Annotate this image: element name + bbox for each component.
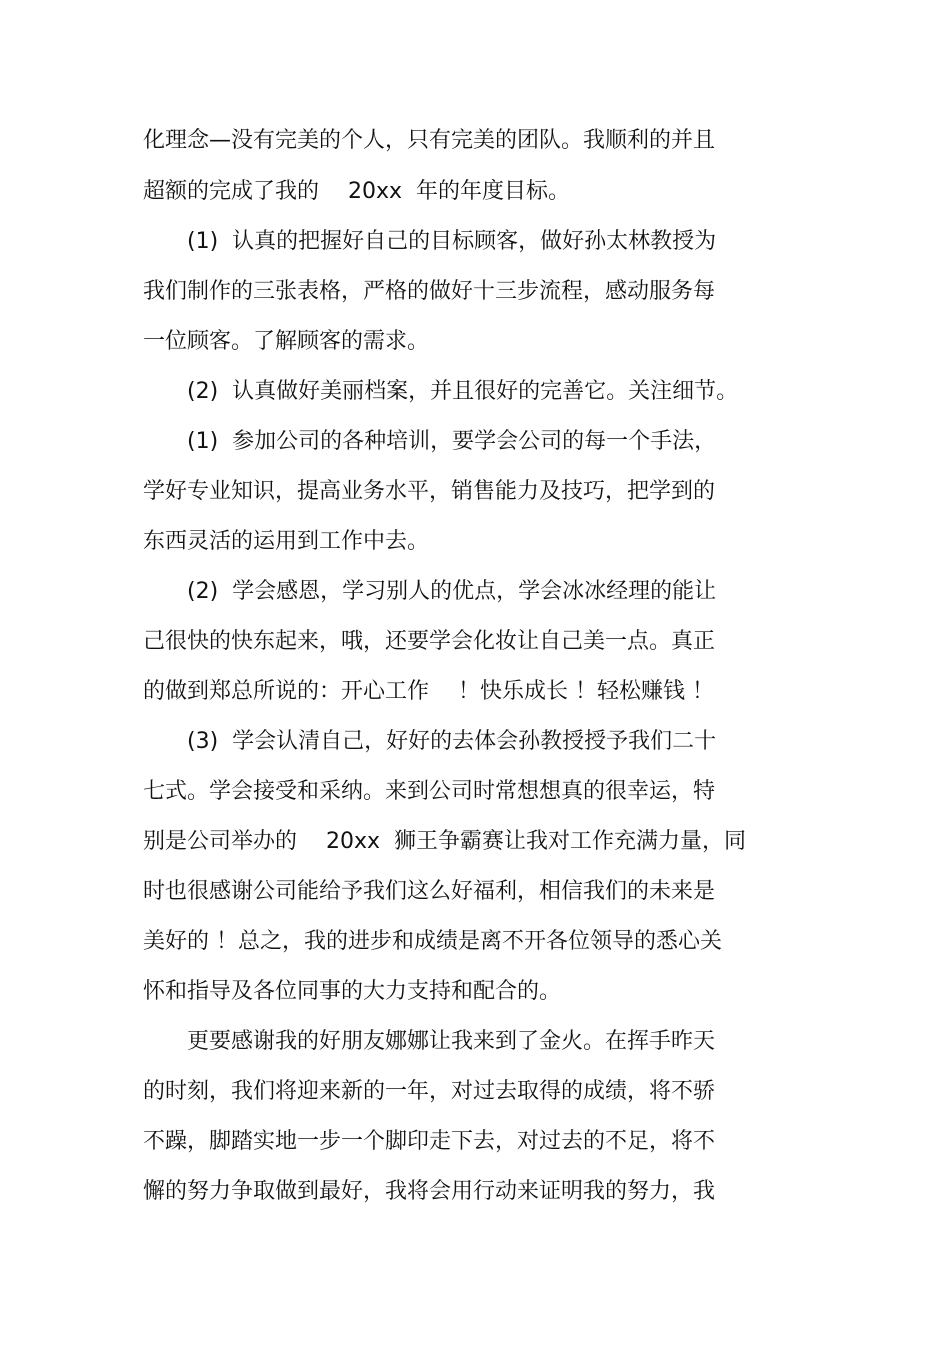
text-line: 化理念—没有完美的个人，只有完美的团队。我顺利的并且 xyxy=(143,128,716,153)
text-line: (2) 学会感恩，学习别人的优点，学会冰冰经理的能让 xyxy=(143,579,717,604)
text-line: 的做到郑总所说的：开心工作 ！快乐成长 ！轻松赚钱 ！ xyxy=(143,679,714,704)
text-line: 更要感谢我的好朋友娜娜让我来到了金火。在挥手昨天 xyxy=(143,1029,716,1054)
text-line: 不躁，脚踏实地一步一个脚印走下去，对过去的不足，将不 xyxy=(143,1129,716,1154)
text-line: 东西灵活的运用到工作中去。 xyxy=(143,529,430,554)
text-line: (1) 认真的把握好自己的目标顾客，做好孙太林教授为 xyxy=(143,229,717,254)
text-line: 学好专业知识，提高业务水平，销售能力及技巧，把学到的 xyxy=(143,479,716,504)
text-line: 七式。学会接受和采纳。来到公司时常想想真的很幸运，特 xyxy=(143,779,716,804)
text-line: 的时刻，我们将迎来新的一年，对过去取得的成绩，将不骄 xyxy=(143,1079,716,1104)
text-line: 别是公司举办的 20xx 狮王争霸赛让我对工作充满力量，同 xyxy=(143,829,747,854)
text-line: 一位顾客。了解顾客的需求。 xyxy=(143,329,430,354)
text-line: (3) 学会认清自己，好好的去体会孙教授授予我们二十 xyxy=(143,729,717,754)
text-line: 超额的完成了我的 20xx 年的年度目标。 xyxy=(143,179,571,204)
text-line: 己很快的快东起来，哦，还要学会化妆让自己美一点。真正 xyxy=(143,629,716,654)
text-line: 怀和指导及各位同事的大力支持和配合的。 xyxy=(143,979,562,1004)
text-line: 我们制作的三张表格，严格的做好十三步流程，感动服务每 xyxy=(143,279,716,304)
text-line: 懈的努力争取做到最好，我将会用行动来证明我的努力，我 xyxy=(143,1179,716,1204)
text-line: (2) 认真做好美丽档案，并且很好的完善它。关注细节。 xyxy=(143,379,739,404)
text-line: 美好的 ！总之，我的进步和成绩是离不开各位领导的悉心关 xyxy=(143,929,722,954)
text-line: (1) 参加公司的各种培训，要学会公司的每一个手法， xyxy=(143,429,717,454)
text-line: 时也很感谢公司能给予我们这么好福利，相信我们的未来是 xyxy=(143,879,716,904)
